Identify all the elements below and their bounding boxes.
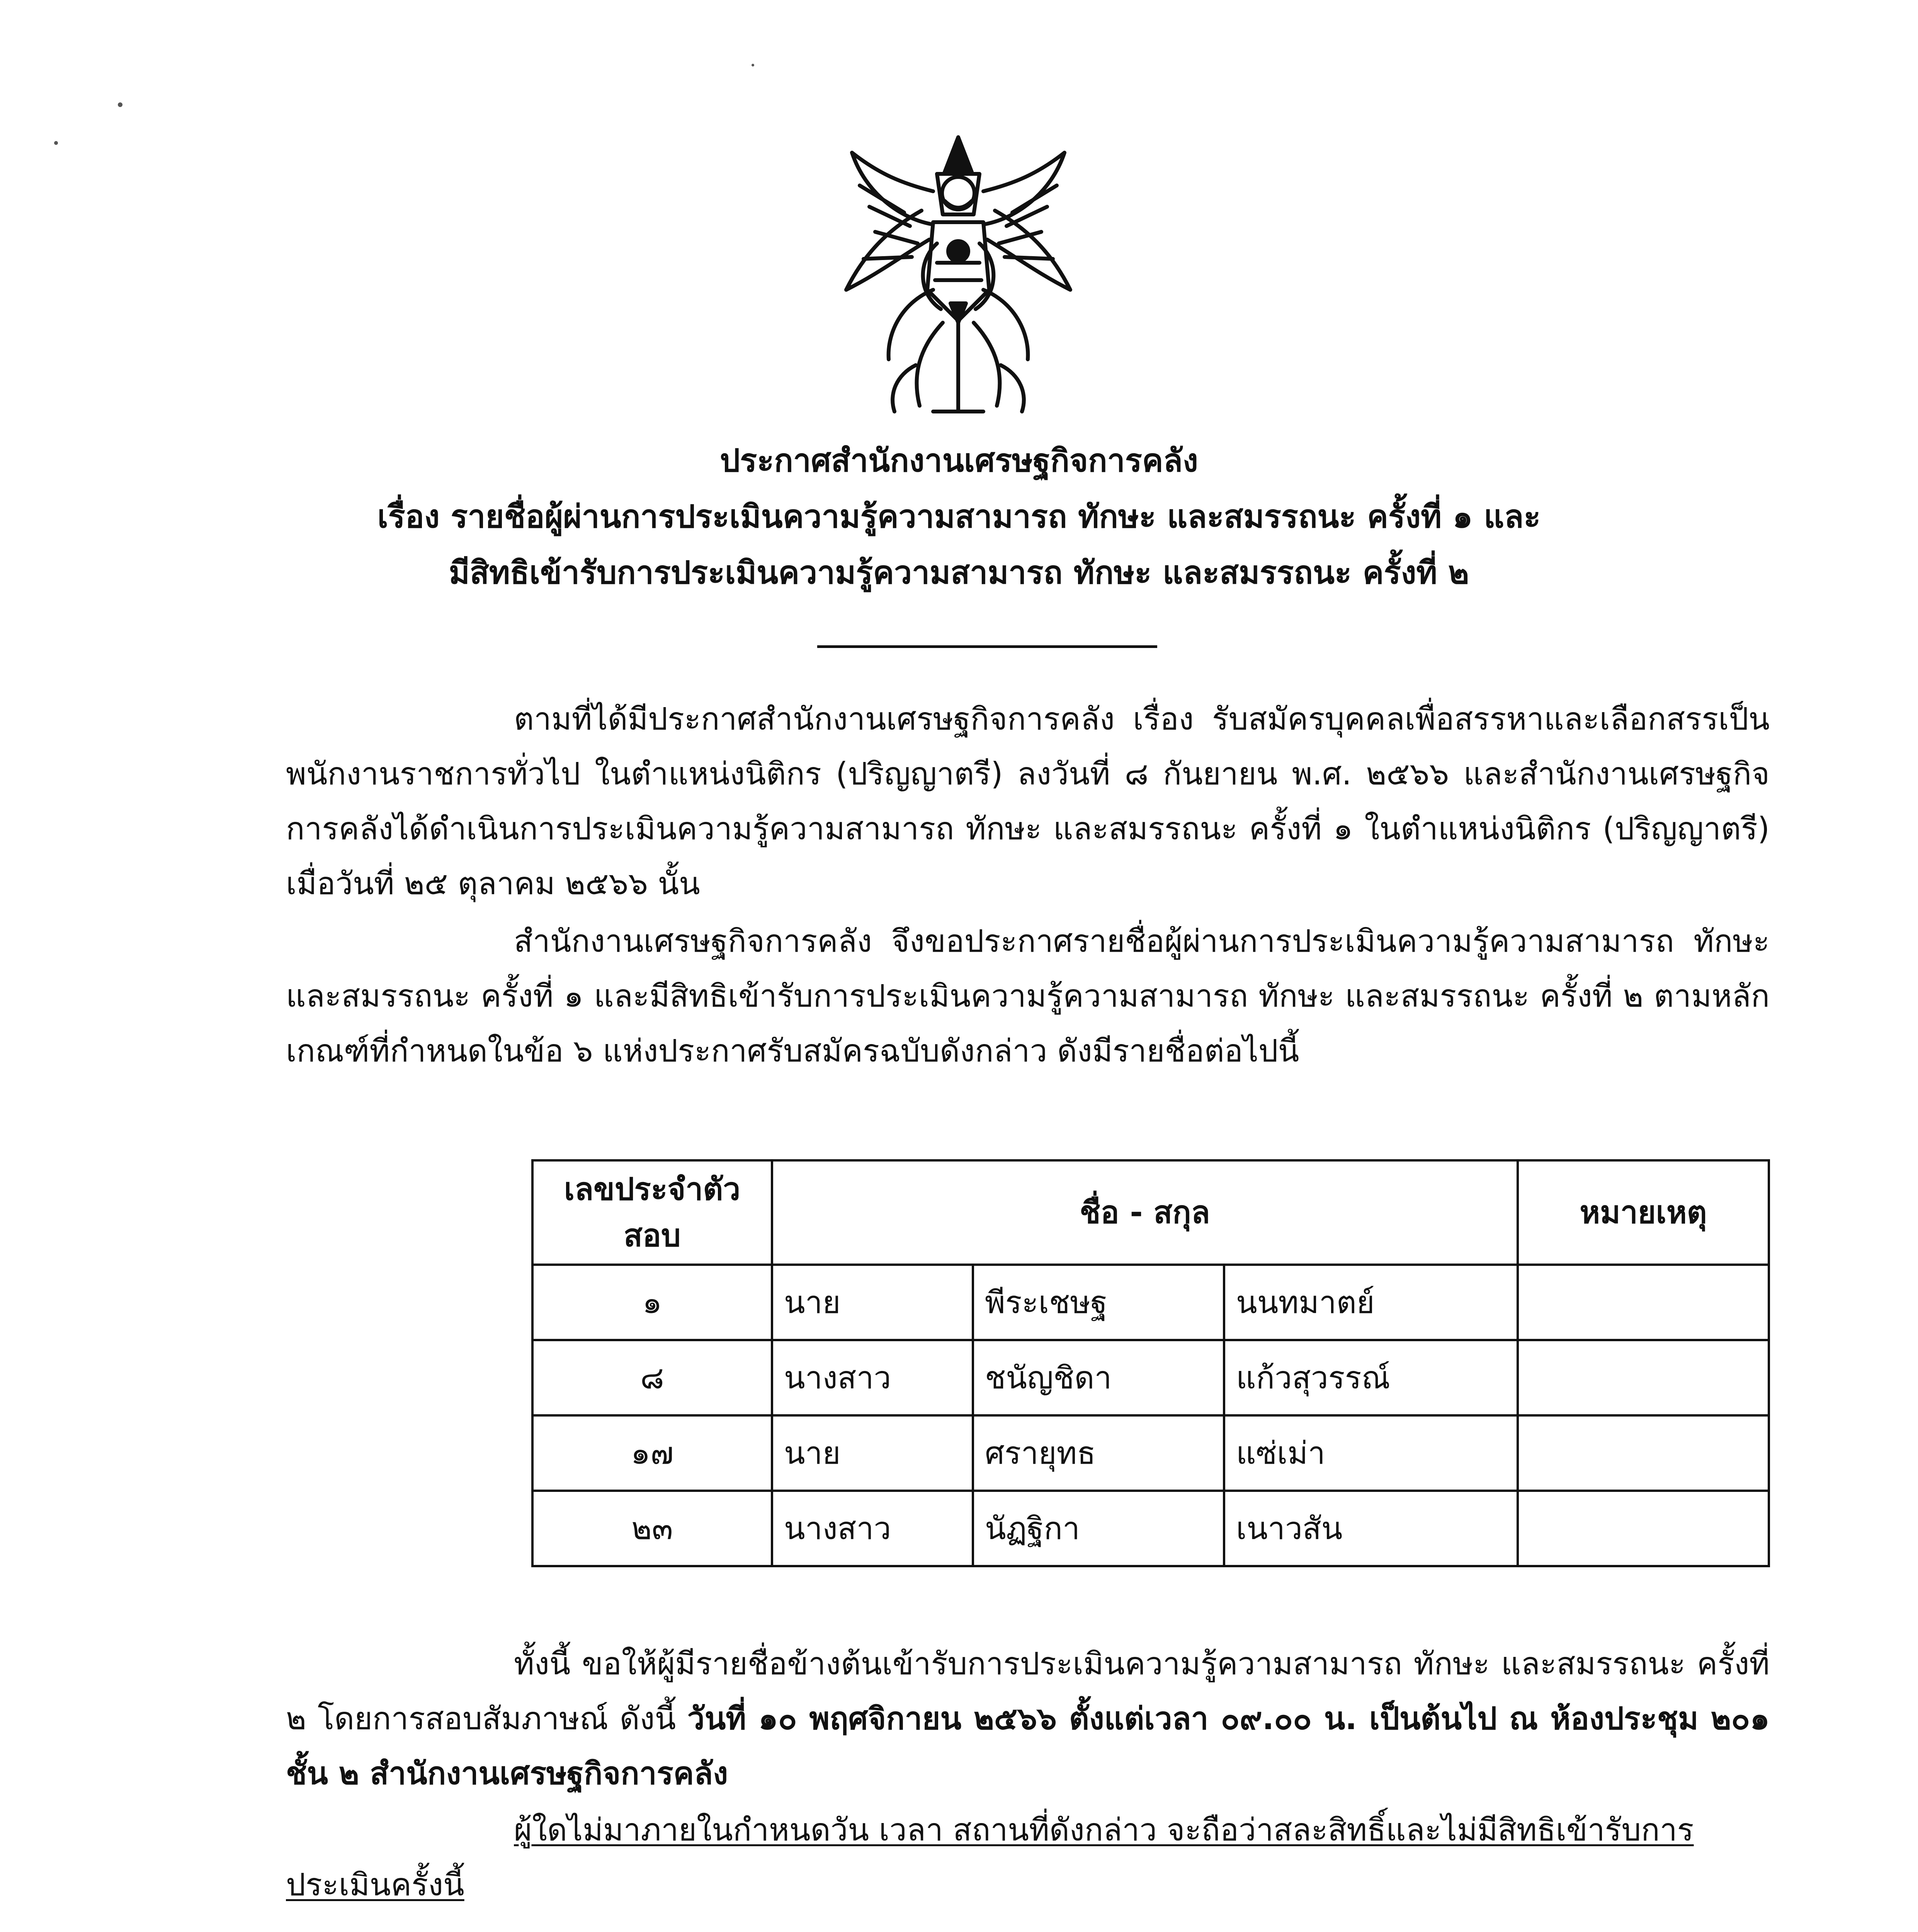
note-cell	[1518, 1340, 1769, 1415]
name-prefix-cell: นางสาว	[772, 1491, 973, 1566]
name-prefix-cell: นาย	[772, 1415, 973, 1491]
table-row	[532, 1265, 1769, 1340]
scan-speck	[54, 141, 58, 145]
scan-speck	[752, 64, 754, 66]
last-name-cell: นนทมาตย์	[1224, 1265, 1518, 1340]
exam-number-cell: ๒๓	[532, 1491, 772, 1566]
note-cell	[1518, 1415, 1769, 1491]
table-row	[532, 1491, 1769, 1566]
heading-line-3: มีสิทธิเข้ารับการประเมินความรู้ความสามารถ ทักษะ และสมรรถนะ ครั้งที่ ๒	[449, 554, 1469, 591]
last-name-cell: เนาวสัน	[1224, 1491, 1518, 1566]
background-paragraph: ตามที่ได้มีประกาศสำนักงานเศรษฐกิจการคลัง เรื่อง รับสมัครบุคคลเพื่อสรรหาและเลือกสรรเป็นพนักงานราชการทั่วไป ในตำแหน่งนิติกร (ปริญญาตรี) ลงวันที่ ๘ กันยายน พ.ศ. ๒๕๖๖ และสำนักงานเศรษฐกิจการคลังได้ดำเนินการประเมินความรู้ความสามารถ ทักษะ และสมรรถนะ ครั้งที่ ๑ ในตำแหน่งนิติกร (ปริญญาตรี) เมื่อวันที่ ๒๕ ตุลาคม ๒๕๖๖ นั้น	[286, 701, 1770, 901]
first-name-cell: ศรายุทธ	[973, 1415, 1224, 1491]
garuda-emblem-icon	[838, 128, 1078, 421]
announcement-heading	[216, 433, 1702, 601]
note-cell	[1518, 1491, 1769, 1566]
heading-line-1: ประกาศสำนักงานเศรษฐกิจการคลัง	[720, 442, 1198, 479]
first-name-cell: ชนัญชิดา	[973, 1340, 1224, 1415]
exam-number-cell: ๘	[532, 1340, 772, 1415]
interview-date-location-text: วันที่ ๑๐ พฤศจิกายน ๒๕๖๖ ตั้งแต่เวลา ๐๙.๐๐ น. เป็นต้นไป ณ ห้องประชุม ๒๐๑ ชั้น ๒ สำนักงานเศรษฐกิจการคลัง	[286, 1701, 1770, 1791]
first-name-cell: นัฏฐิกา	[973, 1491, 1224, 1566]
table-header-row	[532, 1160, 1769, 1265]
scan-speck	[118, 102, 122, 107]
name-prefix-cell: นาย	[772, 1265, 973, 1340]
interview-intro-text: ทั้งนี้ ขอให้ผู้มีรายชื่อข้างต้นเข้ารับการประเมินความรู้ความสามารถ ทักษะ และสมรรถนะ ครั้งที่ ๒ โดยการสอบสัมภาษณ์ ดังนี้	[286, 1646, 1770, 1736]
last-name-cell: แซ่เม่า	[1224, 1415, 1518, 1491]
name-header: ชื่อ - สกุล	[772, 1160, 1518, 1265]
name-prefix-cell: นางสาว	[772, 1340, 973, 1415]
absence-warning: ผู้ใดไม่มาภายในกำหนดวัน เวลา สถานที่ดังกล่าว จะถือว่าสละสิทธิ์และไม่มีสิทธิเข้ารับการประเมินครั้งนี้	[286, 1812, 1694, 1903]
note-header: หมายเหตุ	[1518, 1160, 1769, 1265]
table-row	[532, 1340, 1769, 1415]
title-separator	[817, 645, 1157, 648]
passed-candidates-table-wrapper	[531, 1159, 1768, 1565]
last-name-cell: แก้วสุวรรณ์	[1224, 1340, 1518, 1415]
passed-candidates-table	[531, 1159, 1770, 1567]
announcement-paragraph: สำนักงานเศรษฐกิจการคลัง จึงขอประกาศรายชื่อผู้ผ่านการประเมินความรู้ความสามารถ ทักษะ และสมรรถนะ ครั้งที่ ๑ และมีสิทธิเข้ารับการประเมินความรู้ความสามารถ ทักษะ และสมรรถนะ ครั้งที่ ๒ ตามหลักเกณฑ์ที่กำหนดในข้อ ๖ แห่งประกาศรับสมัครฉบับดังกล่าว ดังมีรายชื่อต่อไปนี้	[286, 923, 1770, 1069]
table-row	[532, 1415, 1769, 1491]
heading-line-2: เรื่อง รายชื่อผู้ผ่านการประเมินความรู้ความสามารถ ทักษะ และสมรรถนะ ครั้งที่ ๑ และ	[377, 498, 1541, 535]
interview-schedule-paragraph	[286, 1636, 1770, 1801]
exam-number-cell: ๑	[532, 1265, 772, 1340]
exam-number-cell: ๑๗	[532, 1415, 772, 1491]
first-name-cell: พีระเชษฐ	[973, 1265, 1224, 1340]
exam-number-header: เลขประจำตัวสอบ	[532, 1160, 772, 1265]
note-cell	[1518, 1265, 1769, 1340]
